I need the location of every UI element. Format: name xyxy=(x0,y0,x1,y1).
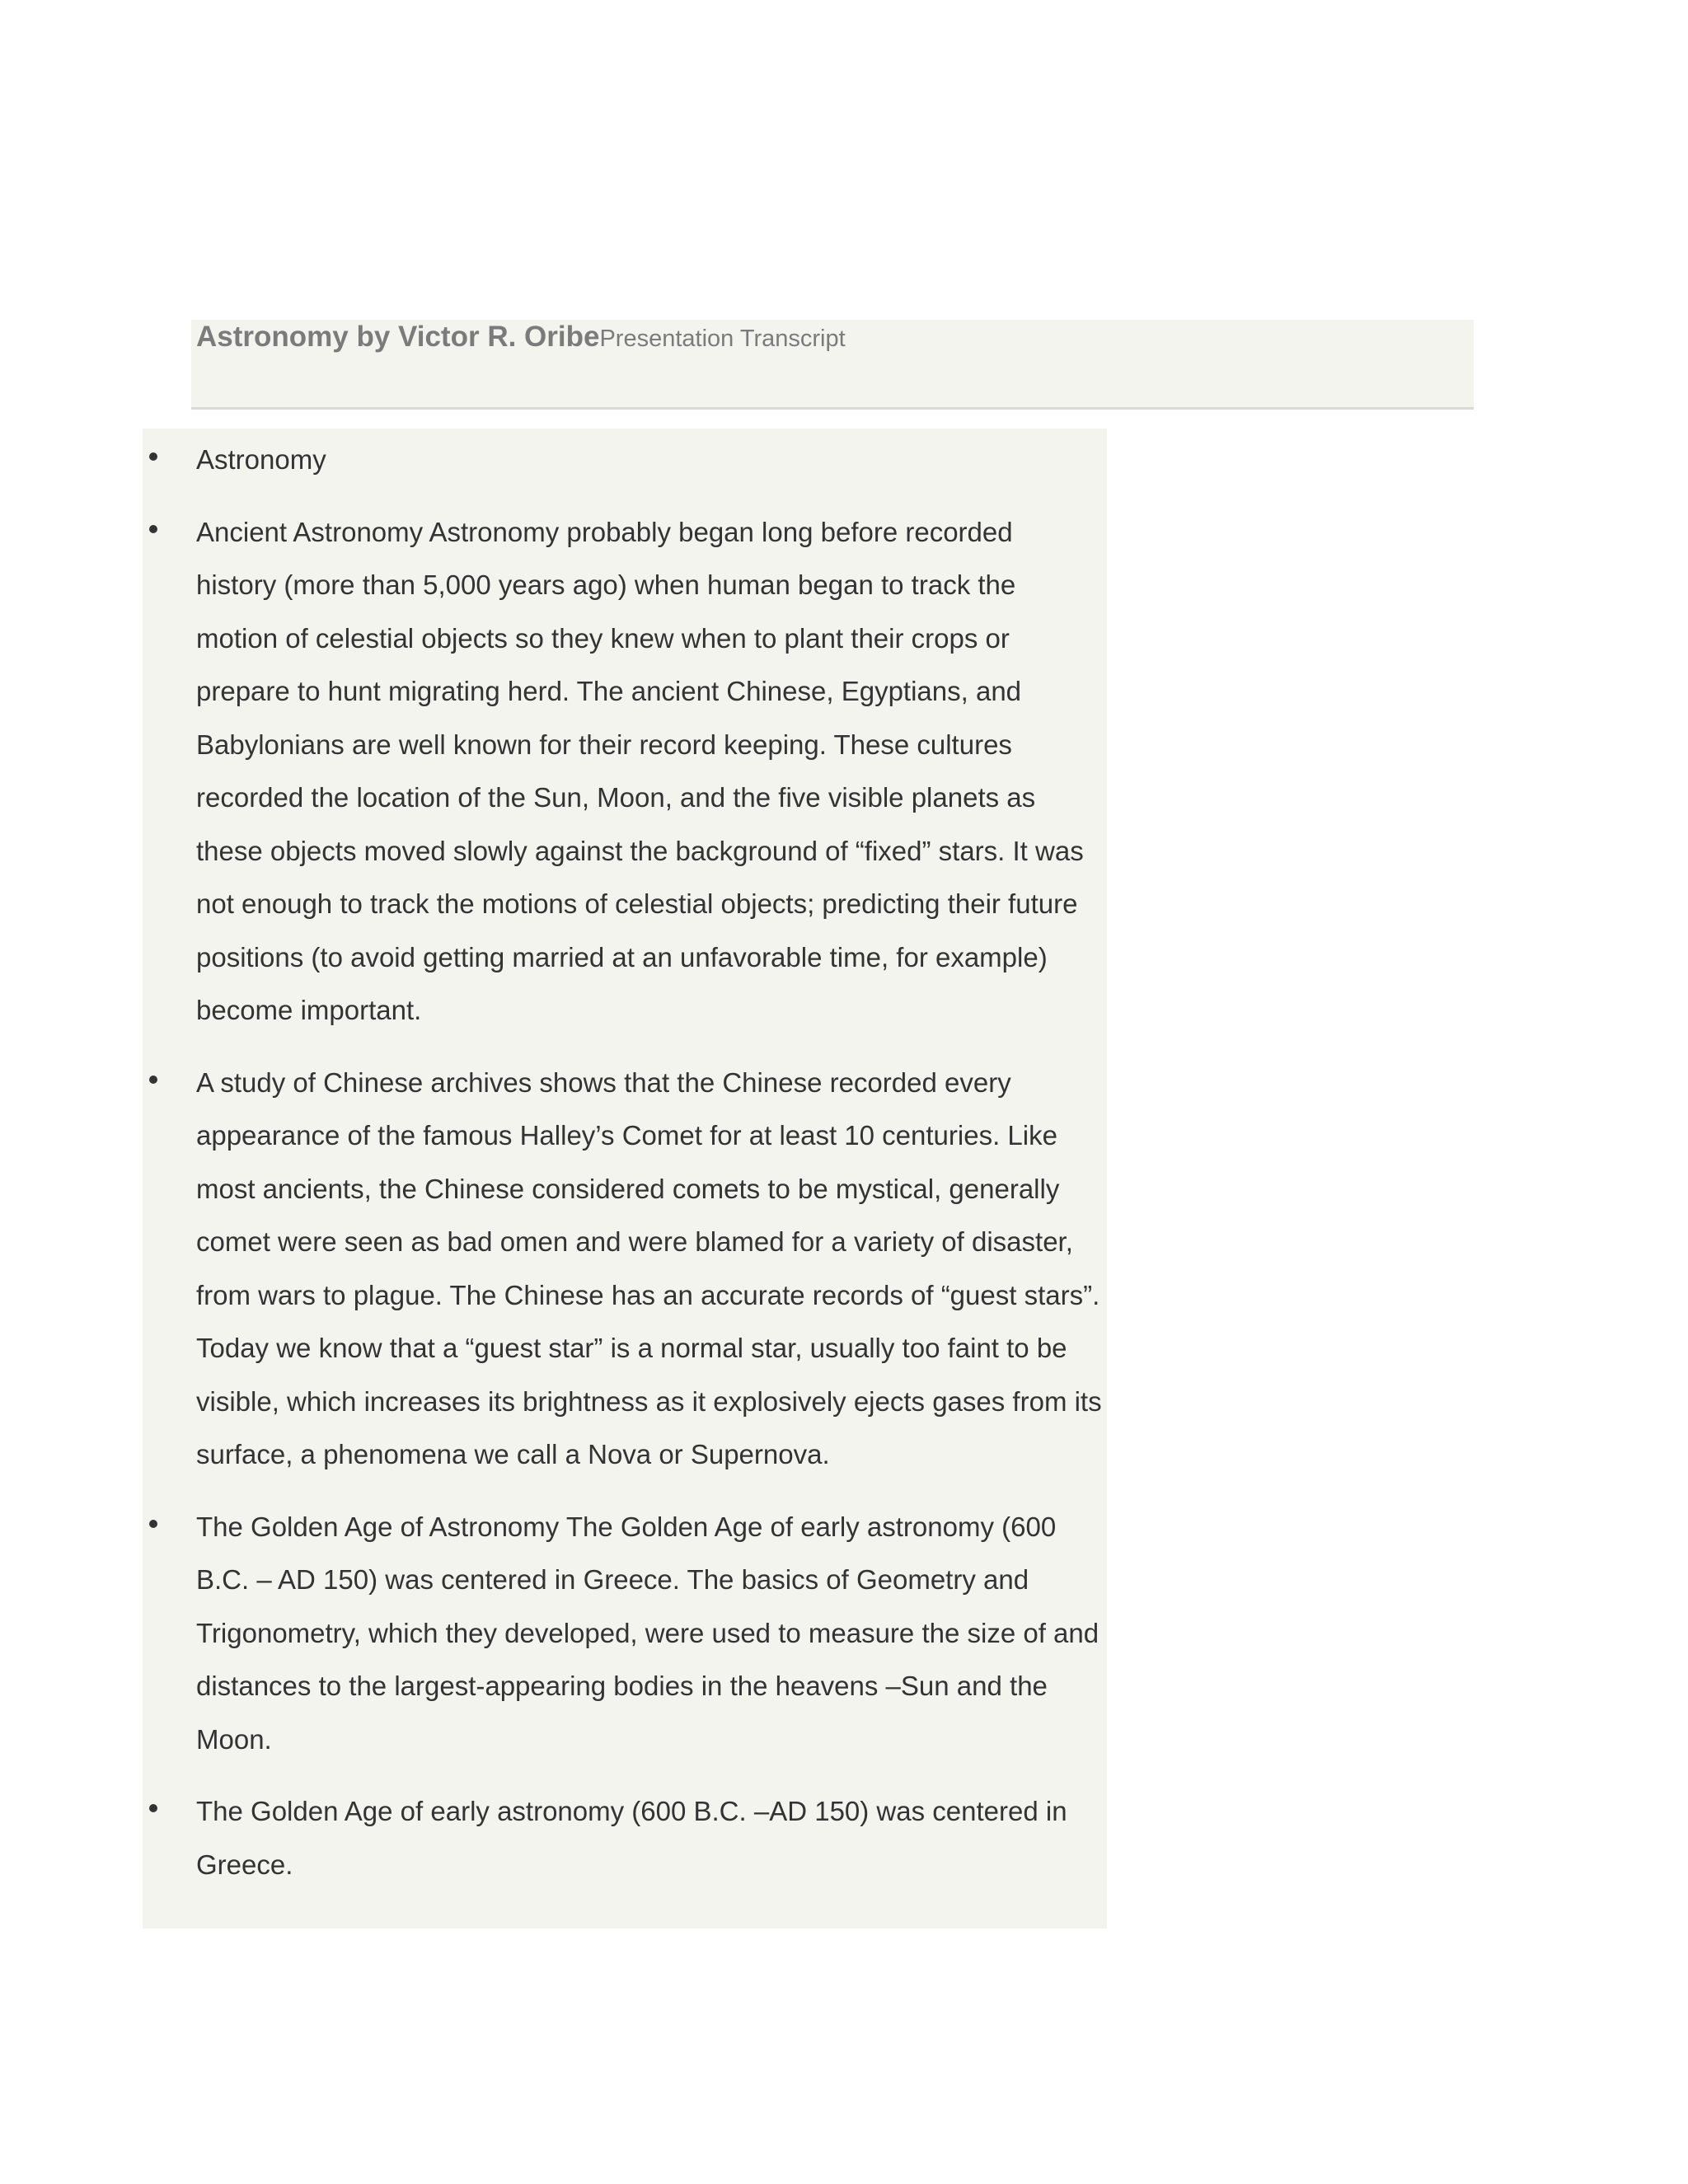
slide-text: The Golden Age of Astronomy The Golden Age of early astronomy (600 B.C. – AD 150) was centered in Greece. The basics of Geometry and Trigonometry, which they developed, were used to measure the size of and distances to the largest-appearing bodies in the heavens –Sun and the Moon. xyxy=(196,1511,1100,1755)
transcript-content xyxy=(143,429,1107,1929)
document-subtitle: Presentation Transcript xyxy=(599,326,846,352)
bullet-icon xyxy=(149,525,157,533)
slide-text: A study of Chinese archives shows that the Chinese recorded every appearance of the famous Halley’s Comet for at least 10 centuries. Like most ancients, the Chinese considered comets to be mystical, generally comet were seen as bad omen and were blamed for a variety of disaster, from wars to plague. The Chinese has an accurate records of “guest stars”. Today we know that a “guest star” is a normal star, usually too faint to be visible, which increases its brightness as it explosively ejects gases from its surface, a phenomena we call a Nova or Supernova. xyxy=(196,1066,1102,1469)
bullet-icon xyxy=(149,452,157,461)
header-line xyxy=(196,320,846,360)
bullet-icon xyxy=(149,1076,157,1084)
slide-text: Astronomy xyxy=(196,444,326,475)
transcript-header xyxy=(191,320,1474,410)
slide-item-5 xyxy=(143,1785,1107,1891)
slide-item-1 xyxy=(143,434,1107,487)
slide-item-4 xyxy=(143,1501,1107,1767)
bullet-icon xyxy=(149,1520,157,1528)
slide-list xyxy=(143,445,1107,1922)
slide-item-3 xyxy=(143,1057,1107,1482)
slide-item-2 xyxy=(143,506,1107,1038)
slide-text: Ancient Astronomy Astronomy probably began long before recorded history (more than 5,000 years ago) when human began to track the motion of celestial objects so they knew when to plant their crops or prepare to hunt migrating herd. The ancient Chinese, Egyptians, and Babylonians are well known for their record keeping. These cultures recorded the location of the Sun, Moon, and the five visible planets as these objects moved slowly against the background of “fixed” stars. It was not enough to track the motions of celestial objects; predicting their future positions (to avoid getting married at an unfavorable time, for example) become important. xyxy=(196,516,1084,1025)
document-title: Astronomy by Victor R. Oribe xyxy=(196,321,600,353)
bullet-icon xyxy=(149,1804,157,1812)
slide-text: The Golden Age of early astronomy (600 B.C. –AD 150) was centered in Greece. xyxy=(196,1796,1067,1880)
